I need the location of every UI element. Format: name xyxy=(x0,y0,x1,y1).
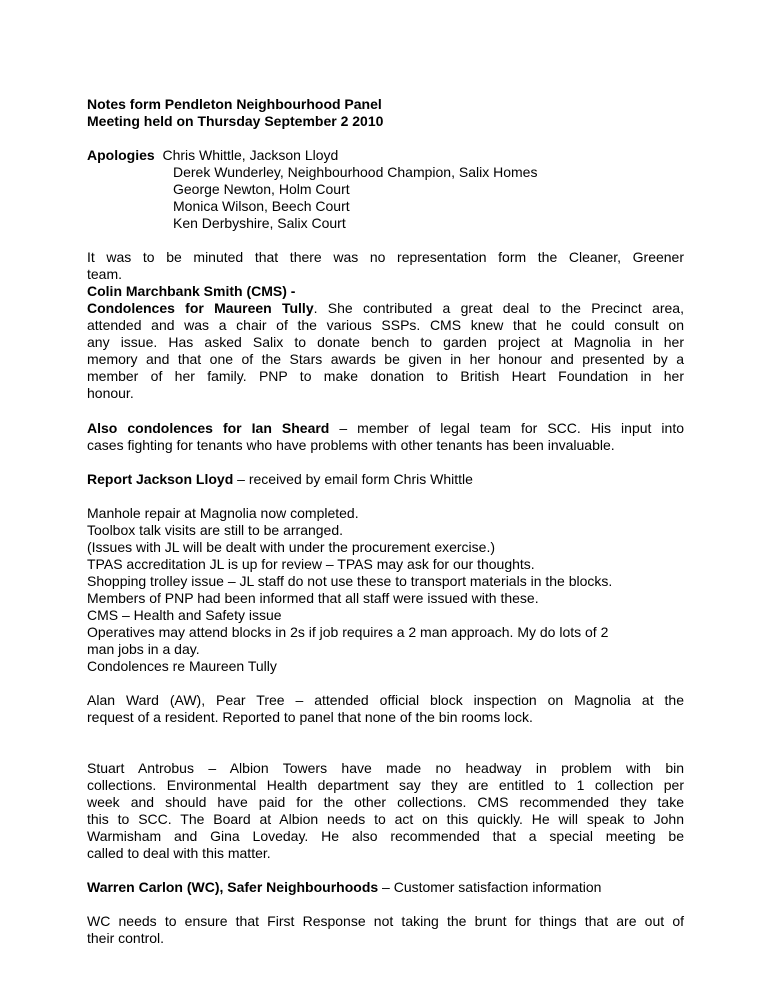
warren-heading: Warren Carlon (WC), Safer Neighbourhoods xyxy=(87,879,379,895)
report-item: Condolences re Maureen Tully xyxy=(87,658,277,674)
also-condolences-line: cases fighting for tenants who have problems with other tenants has been invaluable. xyxy=(87,437,615,453)
stuart-antrobus-line: Warmisham and Gina Loveday. He also recommended that a special meeting be xyxy=(87,828,684,844)
report-item: Operatives may attend blocks in 2s if job requires a 2 man approach. My do lots of 2 xyxy=(87,624,609,640)
condolences-line: any issue. Has asked Salix to donate bench to garden project at Magnolia in her xyxy=(87,334,684,350)
report-item: man jobs in a day. xyxy=(87,641,200,657)
cms-heading: Colin Marchbank Smith (CMS) - xyxy=(87,283,296,299)
apologies-item: Ken Derbyshire, Salix Court xyxy=(173,215,346,231)
title-line-2: Meeting held on Thursday September 2 2010 xyxy=(87,113,384,129)
alan-ward-line: Alan Ward (AW), Pear Tree – attended official block inspection on Magnolia at the xyxy=(87,692,684,708)
also-condolences-heading: Also condolences for Ian Sheard xyxy=(87,420,330,436)
condolences-line: memory and that one of the Stars awards be given in her honour and presented by a xyxy=(87,351,684,367)
report-item: Manhole repair at Magnolia now completed. xyxy=(87,505,359,521)
condolences-line: honour. xyxy=(87,385,134,401)
condolences-heading: Condolences for Maureen Tully xyxy=(87,300,314,316)
apologies-label: Apologies xyxy=(87,147,155,163)
stuart-antrobus-line: called to deal with this matter. xyxy=(87,845,271,861)
report-item: CMS – Health and Safety issue xyxy=(87,607,282,623)
also-condolences-line xyxy=(87,420,684,437)
stuart-antrobus-line: Stuart Antrobus – Albion Towers have made no headway in problem with bin xyxy=(87,760,684,776)
minuted-line: It was to be minuted that there was no representation form the Cleaner, Greener xyxy=(87,249,684,265)
also-condolences-text: – member of legal team for SCC. His input into xyxy=(329,420,685,436)
report-heading: Report Jackson Lloyd xyxy=(87,471,234,487)
report-item: TPAS accreditation JL is up for review – TPAS may ask for our thoughts. xyxy=(87,556,535,572)
wc-line: WC needs to ensure that First Response not taking the brunt for things that are out of xyxy=(87,913,684,929)
wc-line: their control. xyxy=(87,930,165,946)
apologies-item: Derek Wunderley, Neighbourhood Champion, Salix Homes xyxy=(173,164,538,180)
minuted-line: team. xyxy=(87,266,123,282)
title-line-1: Notes form Pendleton Neighbourhood Panel xyxy=(87,96,382,112)
stuart-antrobus-line: collections. Environmental Health department say they are entitled to 1 collection per xyxy=(87,777,684,793)
condolences-line xyxy=(87,300,684,317)
condolences-line: member of her family. PNP to make donation to British Heart Foundation in her xyxy=(87,368,684,384)
report-item: Toolbox talk visits are still to be arranged. xyxy=(87,522,344,538)
report-heading-line xyxy=(87,471,473,488)
report-item: Members of PNP had been informed that all staff were issued with these. xyxy=(87,590,539,606)
stuart-antrobus-line: week and should have paid for the other collections. CMS recommended they take xyxy=(87,794,684,810)
apologies-item: Monica Wilson, Beech Court xyxy=(173,198,350,214)
report-item: (Issues with JL will be dealt with under the procurement exercise.) xyxy=(87,539,495,555)
alan-ward-line: request of a resident. Reported to panel that none of the bin rooms lock. xyxy=(87,709,533,725)
report-item: Shopping trolley issue – JL staff do not use these to transport materials in the blocks. xyxy=(87,573,613,589)
apologies-item: George Newton, Holm Court xyxy=(173,181,350,197)
warren-heading-line xyxy=(87,879,601,896)
apologies-item: Chris Whittle, Jackson Lloyd xyxy=(162,147,339,163)
stuart-antrobus-line: this to SCC. The Board at Albion needs to act on this quickly. He will speak to John xyxy=(87,811,684,827)
condolences-text: . She contributed a great deal to the Precinct area, xyxy=(313,300,684,316)
report-source: – received by email form Chris Whittle xyxy=(233,471,473,487)
warren-topic: – Customer satisfaction information xyxy=(378,879,602,895)
condolences-line: attended and was a chair of the various SSPs. CMS knew that he could consult on xyxy=(87,317,684,333)
apologies-first-line xyxy=(87,147,338,164)
